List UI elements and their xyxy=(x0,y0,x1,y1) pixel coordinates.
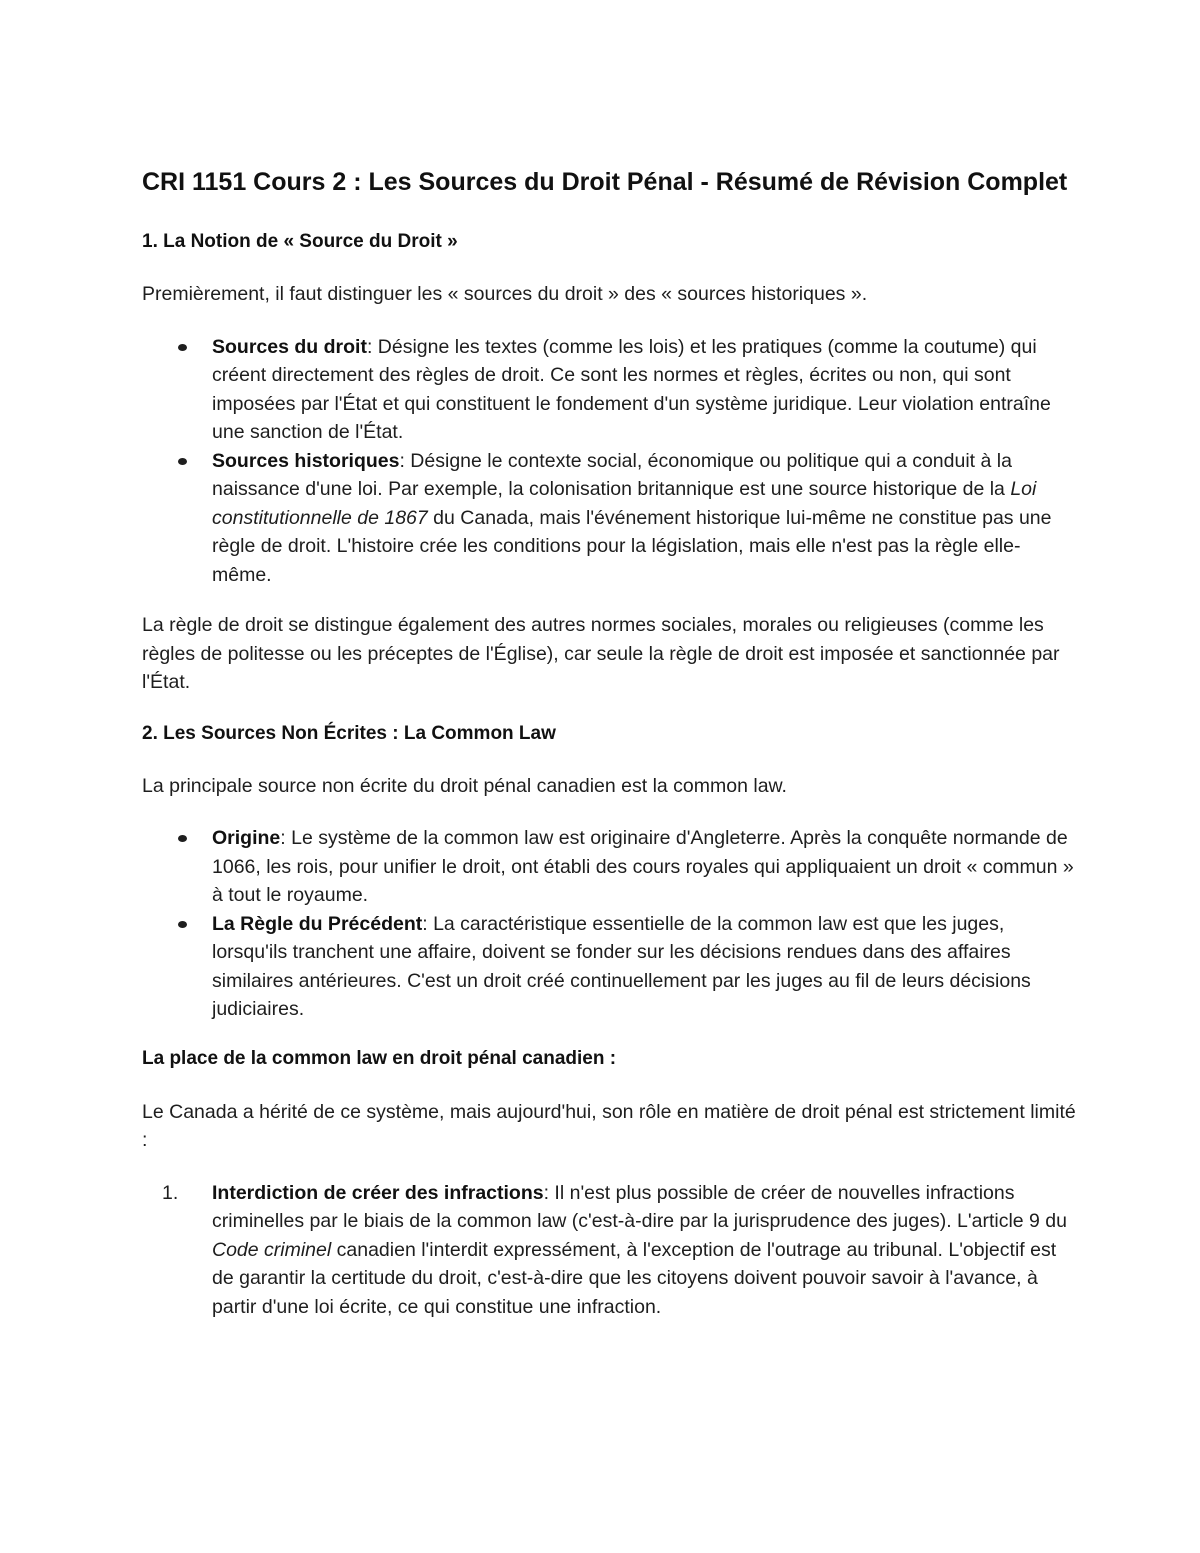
list-item xyxy=(142,447,1080,590)
list-item xyxy=(142,910,1080,1024)
item-text: : Il n'est plus possible de créer de nouvelles infractions criminelles par le biais de la common law (c'est-à-dire par la jurisprudence des juges). L'article 9 du xyxy=(212,1181,1067,1232)
list-item xyxy=(142,1179,1080,1322)
section-2-heading: 2. Les Sources Non Écrites : La Common Law xyxy=(142,722,556,744)
section-1-heading: 1. La Notion de « Source du Droit » xyxy=(142,231,458,252)
bullet-icon xyxy=(178,921,187,928)
law-citation: Loi constitutionnelle de 1867 xyxy=(212,478,1037,529)
list-item xyxy=(142,824,1080,910)
bullet-text: : Désigne les textes (comme les lois) et les pratiques (comme la coutume) qui créent directement des règles de droit. Ce sont les normes et règles, écrites ou non, qui sont imposées par l'État et qui constituent le fondement d'un système juridique. Leur violation entraîne une sanction de l'État. xyxy=(212,335,1051,443)
bullet-text: du Canada, mais l'événement historique lui-même ne constitue pas une règle de droit. L'histoire crée les conditions pour la législation, mais elle n'est pas la règle elle-même. xyxy=(212,506,1052,586)
section-1-closing: La règle de droit se distingue également des autres normes sociales, morales ou religieuses (comme les règles de politesse ou les préceptes de l'Église), car seule la règle de droit est imposée et sanctionnée par l'État. xyxy=(142,614,1060,693)
section-2-subheading: La place de la common law en droit pénal canadien : xyxy=(142,1047,617,1069)
bullet-text: : Désigne le contexte social, économique ou politique qui a conduit à la naissance d'une loi. Par exemple, la colonisation britannique est une source historique de la xyxy=(212,449,1012,500)
document-title: CRI 1151 Cours 2 : Les Sources du Droit Pénal - Résumé de Révision Complet xyxy=(142,168,1068,196)
section-2-sub-intro: Le Canada a hérité de ce système, mais aujourd'hui, son rôle en matière de droit pénal est strictement limité : xyxy=(142,1100,1076,1151)
bullet-icon xyxy=(178,458,187,465)
section-2-numbered-list xyxy=(142,1179,1080,1322)
list-item xyxy=(142,333,1080,447)
section-1-intro: Premièrement, il faut distinguer les « sources du droit » des « sources historiques ». xyxy=(142,283,868,305)
item-text: canadien l'interdit expressément, à l'exception de l'outrage au tribunal. L'objectif est de garantir la certitude du droit, c'est-à-dire que les citoyens doivent pouvoir savoir à l'avance, à partir d'une loi écrite, ce qui constitue une infraction. xyxy=(212,1238,1057,1318)
item-term: Interdiction de créer des infractions xyxy=(212,1181,544,1204)
section-1-bullet-list xyxy=(142,333,1080,590)
section-2-intro: La principale source non écrite du droit pénal canadien est la common law. xyxy=(142,774,787,797)
bullet-term: La Règle du Précédent xyxy=(212,912,423,935)
bullet-icon xyxy=(178,344,187,351)
bullet-term: Origine xyxy=(212,827,281,849)
bullet-term: Sources du droit xyxy=(212,335,367,358)
law-citation: Code criminel xyxy=(212,1238,332,1261)
section-2-bullet-list xyxy=(142,824,1080,1024)
bullet-text: : Le système de la common law est originaire d'Angleterre. Après la conquête normande de 1066, les rois, pour unifier le droit, ont établi des cours royales qui appliquaient un droit « commun » à tout le royaume. xyxy=(212,827,1074,906)
list-number: 1. xyxy=(162,1181,179,1204)
bullet-term: Sources historiques xyxy=(212,449,400,472)
bullet-icon xyxy=(178,835,187,842)
bullet-text: : La caractéristique essentielle de la common law est que les juges, lorsqu'ils tranchent une affaire, doivent se fonder sur les décisions rendues dans des affaires similaires antérieures. C'est un droit créé continuellement par les juges au fil de leurs décisions judiciaires. xyxy=(212,912,1031,1020)
